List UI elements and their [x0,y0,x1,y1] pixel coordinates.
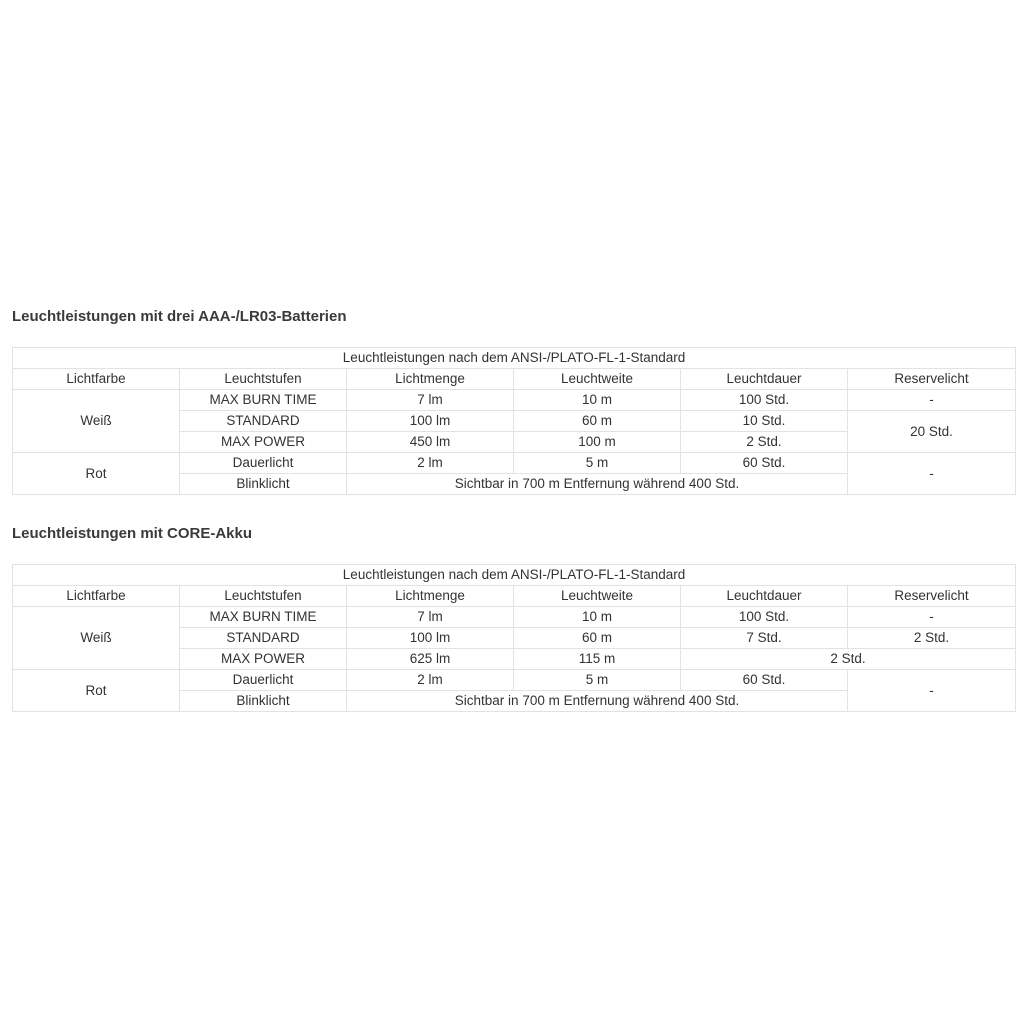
header-row [13,369,1016,390]
range-cell: 115 m [514,649,681,670]
header-lichtmenge: Lichtmenge [347,586,514,607]
color-cell-white: Weiß [13,607,180,670]
table-row [13,607,1016,628]
header-leuchtweite: Leuchtweite [514,369,681,390]
level-cell: MAX BURN TIME [180,607,347,628]
range-cell: 100 m [514,432,681,453]
blink-note-cell: Sichtbar in 700 m Entfernung während 400 Std. [347,691,848,712]
level-cell: Blinklicht [180,691,347,712]
range-cell: 10 m [514,607,681,628]
header-leuchtstufen: Leuchtstufen [180,369,347,390]
header-leuchtweite: Leuchtweite [514,586,681,607]
section-title: Leuchtleistungen mit CORE-Akku [12,525,253,542]
standard-row [13,348,1016,369]
range-cell: 5 m [514,670,681,691]
duration-cell: 100 Std. [681,607,848,628]
reserve-cell: - [848,390,1016,411]
header-leuchtstufen: Leuchtstufen [180,586,347,607]
reserve-cell: 2 Std. [848,628,1016,649]
lumen-cell: 100 lm [347,628,514,649]
level-cell: MAX BURN TIME [180,390,347,411]
standard-row [13,565,1016,586]
lumen-cell: 450 lm [347,432,514,453]
blink-note-cell: Sichtbar in 700 m Entfernung während 400 Std. [347,474,848,495]
range-cell: 60 m [514,628,681,649]
reserve-cell-merged: - [848,453,1016,495]
level-cell: STANDARD [180,411,347,432]
range-cell: 5 m [514,453,681,474]
level-cell: MAX POWER [180,432,347,453]
level-cell: STANDARD [180,628,347,649]
section-core-akku [12,523,1015,712]
level-cell: Dauerlicht [180,453,347,474]
range-cell: 60 m [514,411,681,432]
lumen-cell: 7 lm [347,390,514,411]
lumen-cell: 100 lm [347,411,514,432]
reserve-cell: - [848,607,1016,628]
duration-cell: 100 Std. [681,390,848,411]
header-reservelicht: Reservelicht [848,586,1016,607]
lumen-cell: 2 lm [347,453,514,474]
duration-cell: 7 Std. [681,628,848,649]
color-cell-white: Weiß [13,390,180,453]
standard-caption: Leuchtleistungen nach dem ANSI-/PLATO-FL-1-Standard [13,565,1016,586]
reserve-cell-merged: 20 Std. [848,411,1016,453]
header-lichtmenge: Lichtmenge [347,369,514,390]
duration-cell: 60 Std. [681,670,848,691]
color-cell-red: Rot [13,453,180,495]
lumen-cell: 625 lm [347,649,514,670]
performance-table-core [12,564,1016,712]
table-row [13,670,1016,691]
section-title: Leuchtleistungen mit drei AAA-/LR03-Batterien [12,308,347,325]
header-leuchtdauer: Leuchtdauer [681,369,848,390]
header-reservelicht: Reservelicht [848,369,1016,390]
table-row [13,453,1016,474]
section-aaa-batteries [12,306,1015,495]
duration-cell: 2 Std. [681,432,848,453]
duration-reserve-merged-cell: 2 Std. [681,649,1016,670]
header-row [13,586,1016,607]
range-cell: 10 m [514,390,681,411]
lumen-cell: 2 lm [347,670,514,691]
level-cell: Dauerlicht [180,670,347,691]
duration-cell: 60 Std. [681,453,848,474]
reserve-cell-merged: - [848,670,1016,712]
level-cell: MAX POWER [180,649,347,670]
header-lichtfarbe: Lichtfarbe [13,586,180,607]
table-row [13,390,1016,411]
performance-table-aaa [12,347,1016,495]
level-cell: Blinklicht [180,474,347,495]
lumen-cell: 7 lm [347,607,514,628]
color-cell-red: Rot [13,670,180,712]
header-lichtfarbe: Lichtfarbe [13,369,180,390]
header-leuchtdauer: Leuchtdauer [681,586,848,607]
duration-cell: 10 Std. [681,411,848,432]
standard-caption: Leuchtleistungen nach dem ANSI-/PLATO-FL-1-Standard [13,348,1016,369]
